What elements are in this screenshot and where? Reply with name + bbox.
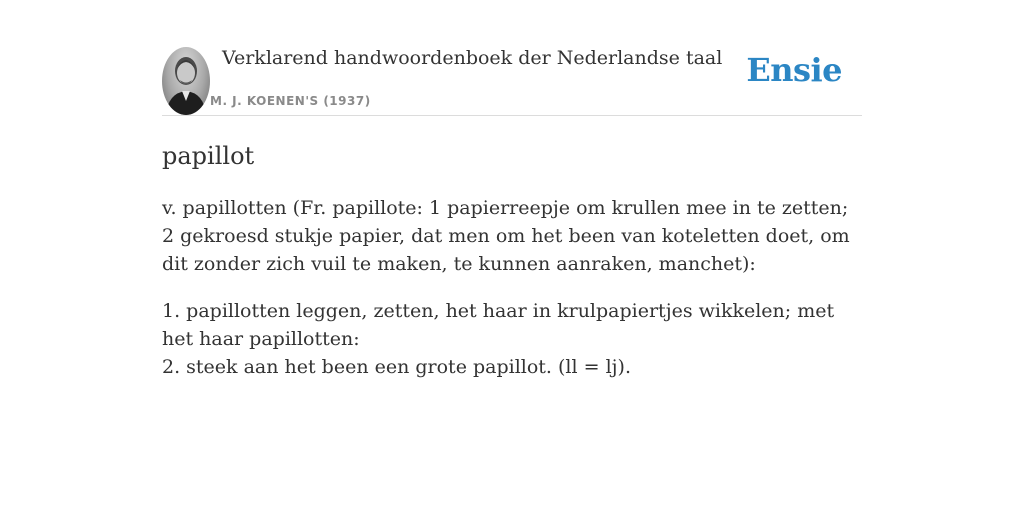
author-portrait-icon (162, 47, 210, 115)
entry-senses (162, 297, 862, 381)
entry-definition: v. papillotten (Fr. papillote: 1 papierreepje om krullen mee in te zetten; 2 gekroesd stukje papier, dat men om het been van koteletten doet, om dit zonder zich vuil te maken, te kunnen aanraken, manchet): (162, 197, 850, 275)
entry-headword: papillot (162, 142, 255, 170)
entry-sense-1: 1. papillotten leggen, zetten, het haar in krulpapiertjes wikkelen; met het haar papillotten: (162, 300, 835, 350)
page-header (162, 0, 862, 116)
dictionary-author-subtitle: M. J. KOENEN'S (1937) (210, 94, 371, 108)
dictionary-title: Verklarend handwoordenboek der Nederlandse taal (222, 47, 723, 69)
page-container (162, 0, 862, 381)
entry-sense-2: 2. steek aan het been een grote papillot. (ll = lj). (162, 356, 631, 378)
portrait-silhouette-icon (162, 47, 210, 115)
ensie-logo-link[interactable]: Ensie (746, 51, 842, 89)
